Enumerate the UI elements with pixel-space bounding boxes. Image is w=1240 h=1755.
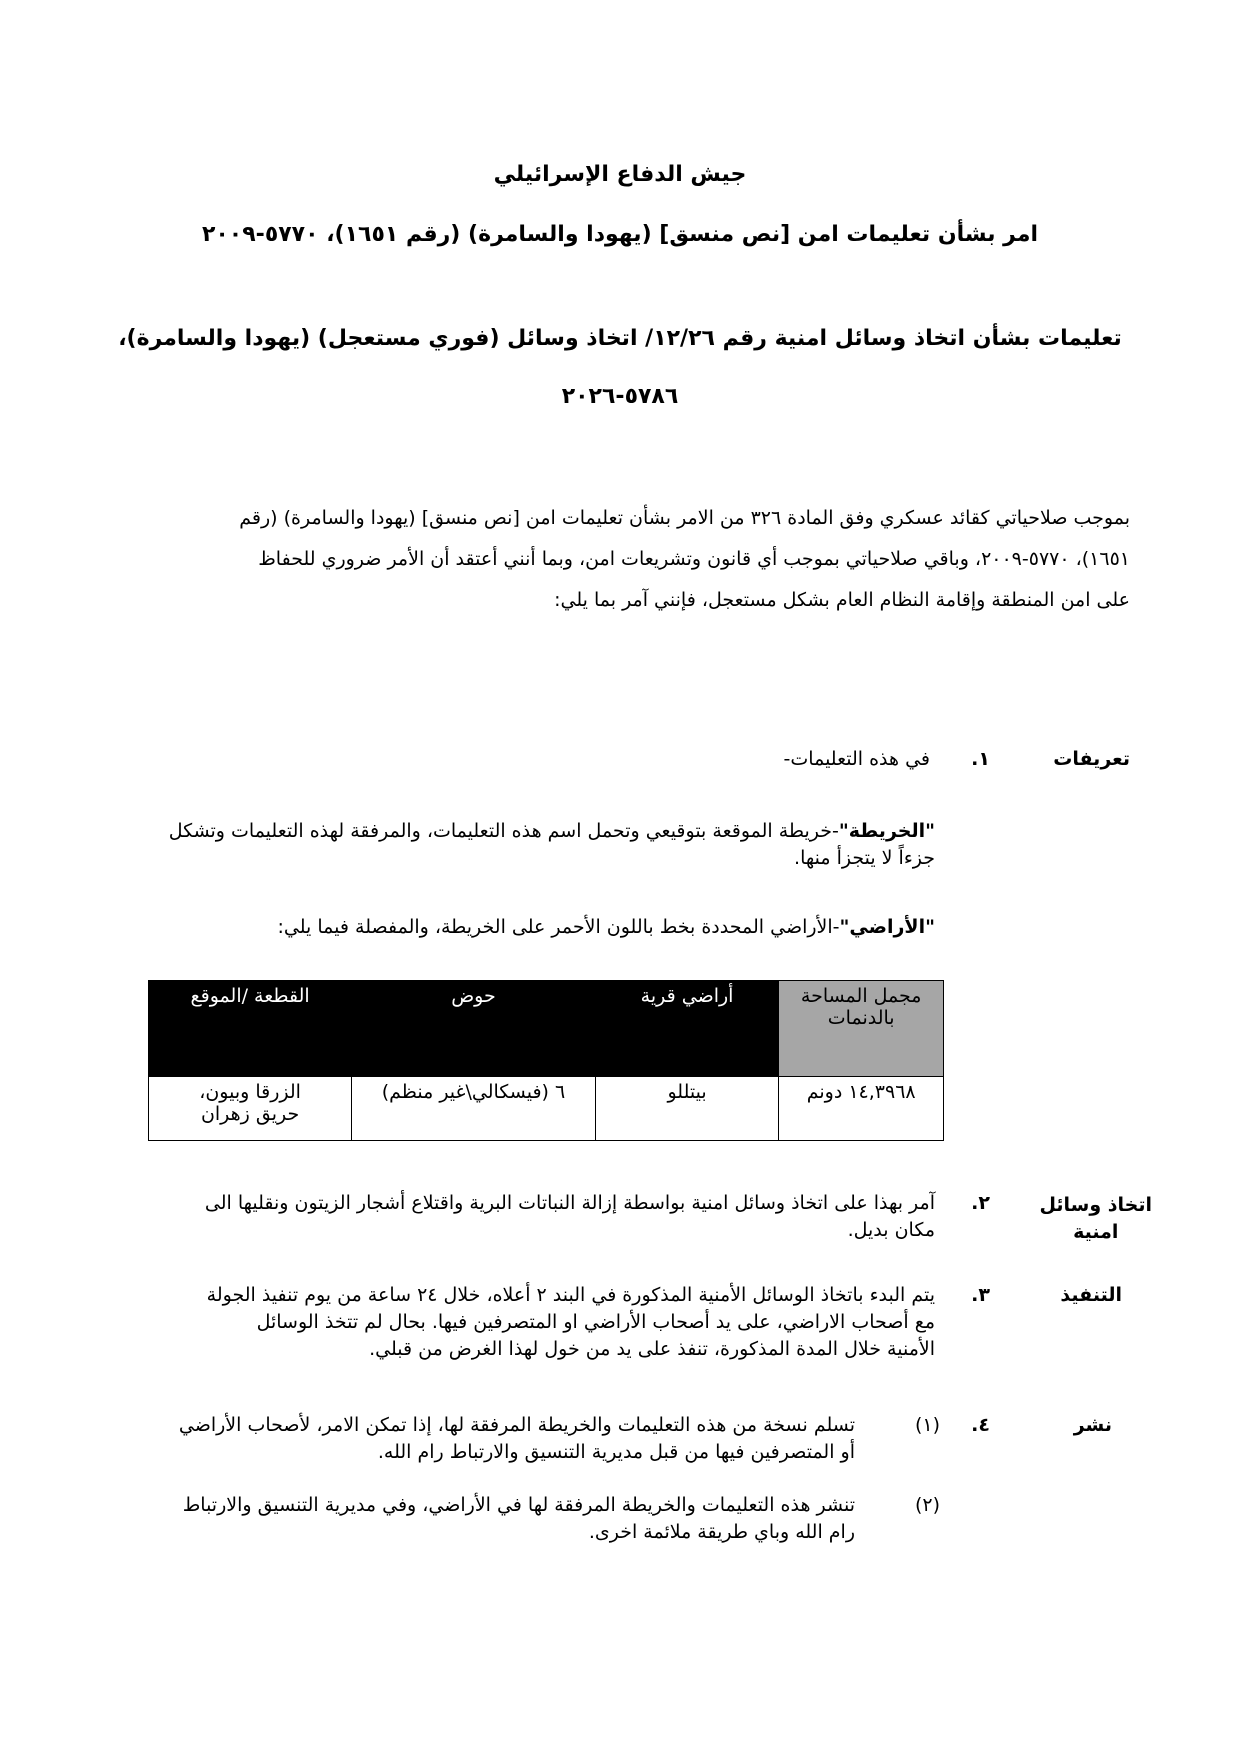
section-text-line: مكان بديل. [847,1219,935,1241]
lands-definition [120,914,935,941]
subitem-text [120,1412,855,1466]
intro-line: ١٦٥١)، ٥٧٧٠-٢٠٠٩، وباقي صلاحياتي بموجب أي قانون وتشريعات امن، وبما أنني أعتقد أن الأمر ضروري للحفاظ [258,548,1130,570]
subitem-text-line: تسلم نسخة من هذه التعليمات والخريطة المرفقة لها، إذا تمكن الامر، لأصحاب الأراضي [178,1414,855,1436]
section-label-line: اتخاذ وسائل [1039,1194,1152,1216]
intro-line: بموجب صلاحياتي كقائد عسكري وفق المادة ٣٢٦ من الامر بشأن تعليمات امن [نص منسق] (يهودا والسامرة) (رقم [239,507,1130,529]
section-label-definitions: تعريفات [1053,748,1130,770]
table-row [149,1077,944,1141]
lands-definition-text: -الأراضي المحددة بخط باللون الأحمر على الخريطة، والمفصلة فيما يلي: [277,916,840,938]
section-number: ٢. [971,1192,990,1214]
cell-area: ١٤,٣٩٦٨ دونم [779,1077,944,1141]
map-term: "الخريطة" [838,820,935,842]
header-basin: حوض [352,981,596,1077]
section-text-line: آمر بهذا على اتخاذ وسائل امنية بواسطة إزالة النباتات البرية واقتلاع أشجار الزيتون ونقليها الى [204,1192,935,1214]
section-number: ٣. [971,1284,990,1306]
section-text-line: مع أصحاب الاراضي، على يد أصحاب الأراضي او المتصرفين فيها. بحال لم تتخذ الوسائل [256,1311,935,1333]
subitem-text-line: تنشر هذه التعليمات والخريطة المرفقة لها في الأراضي، وفي مديرية التنسيق والارتباط [182,1494,855,1516]
section-number: ١. [971,748,990,770]
cell-plot-line: حريق زهران [200,1103,300,1125]
header-village: أراضي قرية [595,981,779,1077]
cell-plot [149,1077,352,1141]
lands-term: "الأراضي" [839,916,935,938]
section-number: ٤. [971,1414,990,1436]
lands-table [148,980,944,1141]
instructions-title-line1: تعليمات بشأن اتخاذ وسائل امنية رقم ١٢/٢٦/ اتخاذ وسائل (فوري مستعجل) (يهودا والسامرة)، [118,326,1122,351]
section-text: في هذه التعليمات- [783,748,930,770]
cell-village: بيتللو [595,1077,779,1141]
map-definition-text: جزءاً لا يتجزأ منها. [794,847,935,869]
section-label-execution: التنفيذ [1060,1284,1122,1306]
subitem-text-line: أو المتصرفين فيها من قبل مديرية التنسيق والارتباط رام الله. [377,1441,855,1463]
section-label-security-measures [1039,1192,1152,1246]
header-plot: القطعة /الموقع [149,981,352,1077]
subitem-number: (٢) [914,1494,940,1516]
section-label-publication: نشر [1073,1414,1112,1436]
org-heading: جيش الدفاع الإسرائيلي [493,162,747,187]
section-text [120,1190,935,1244]
section-text [120,1282,935,1363]
map-definition [120,818,935,872]
cell-plot-line: الزرقا وبيون، [199,1081,301,1103]
order-title: امر بشأن تعليمات امن [نص منسق] (يهودا والسامرة) (رقم ١٦٥١)، ٥٧٧٠-٢٠٠٩ [201,222,1039,247]
section-text-line: الأمنية خلال المدة المذكورة، تنفذ على يد من خول لهذا الغرض من قبلي. [369,1338,935,1360]
instructions-title-line2: ٥٧٨٦-٢٠٢٦ [561,384,679,409]
subitem-text-line: رام الله وباي طريقة ملائمة اخرى. [588,1521,855,1543]
subitem-text [120,1492,855,1546]
section-label-line: امنية [1073,1221,1119,1243]
subitem-number: (١) [914,1414,940,1436]
header-area: مجمل المساحة بالدنمات [779,981,944,1077]
intro-line: على امن المنطقة وإقامة النظام العام بشكل مستعجل، فإنني آمر بما يلي: [554,589,1130,611]
intro-paragraph [110,498,1130,621]
cell-basin: ٦ (فيسكالي\غير منظم) [352,1077,596,1141]
table-header-row [149,981,944,1077]
section-text-line: يتم البدء باتخاذ الوسائل الأمنية المذكورة في البند ٢ أعلاه، خلال ٢٤ ساعة من يوم تنفيذ الجولة [206,1284,935,1306]
map-definition-text: -خريطة الموقعة بتوقيعي وتحمل اسم هذه التعليمات، والمرفقة لهذه التعليمات وتشكل [168,820,839,842]
